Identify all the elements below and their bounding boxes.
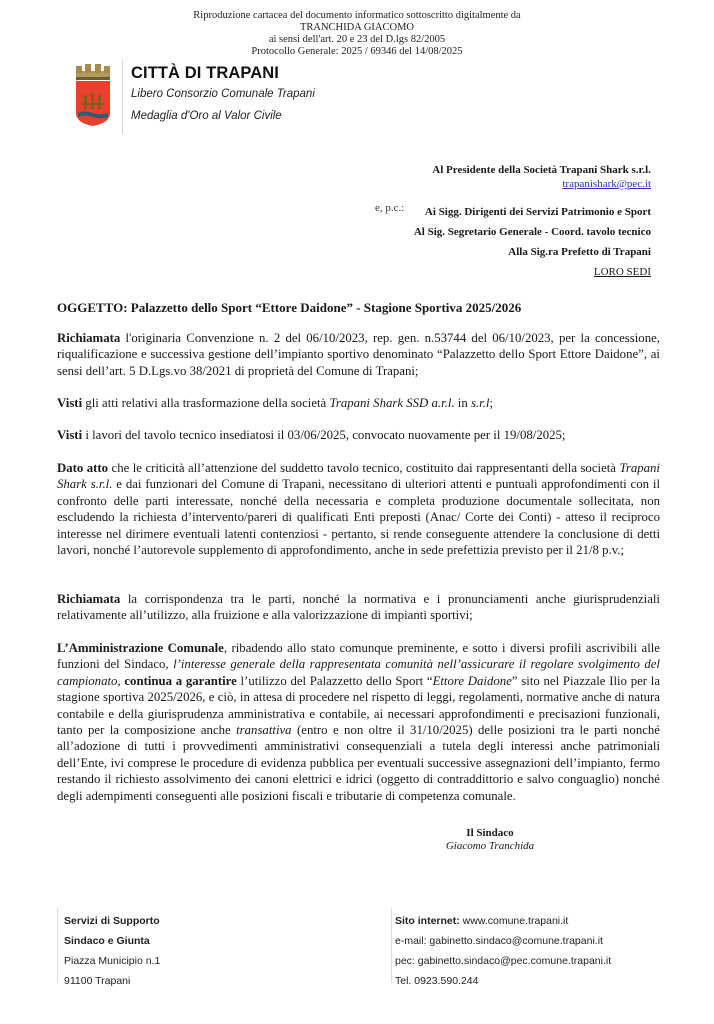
footer-office	[64, 911, 160, 991]
signature-block	[430, 827, 550, 853]
paragraph-text: l'originaria Convenzione n. 2 del 06/10/2023, rep. gen. n.53744 del 06/10/2023, per la concessione, riqualificazione e successiva gestione dell’impianto sportivo denominato “Palazzetto dello Sport Ettore Daidone”, ai sensi dell’art. 5 D.Lgs.vo 38/2021 di proprietà del Comune di Trapani;	[57, 331, 660, 378]
footer-pec[interactable]: pec: gabinetto.sindaco@pec.comune.trapani.it	[395, 955, 612, 967]
letterhead-medal: Medaglia d'Oro al Valor Civile	[131, 110, 282, 122]
cc-recipient: Alla Sig.ra Prefetto di Trapani	[508, 246, 651, 258]
header-divider	[122, 60, 123, 134]
paragraph-lead: Richiamata	[57, 592, 121, 606]
footer-divider-left	[57, 908, 58, 983]
paragraph-visti-atti	[57, 395, 660, 411]
paragraph-text: i lavori del tavolo tecnico insediatosi il 03/06/2025, convocato nuovamente per il 19/08/2025;	[82, 428, 566, 442]
venue-name-italic: Ettore Daidone	[432, 673, 512, 688]
paragraph-text: ” sito nel Piazzale Ilio per la stagione sportiva 2025/2026, e ciò, in attesa di procedere nel rispetto di leggi, regolamenti, normative anche di natura contabile e della giurisprudenza amministrativa e contabile, ai necessari approfondimenti e precisazioni funzionali, tanto per la composizione anche	[57, 673, 660, 738]
paragraph-lead: Dato atto	[57, 461, 109, 475]
footer-divider-right	[391, 908, 392, 983]
footer-city: 91100 Trapani	[64, 975, 131, 987]
digital-signature-stamp	[0, 10, 714, 58]
signature-name: Giacomo Tranchida	[445, 840, 535, 852]
paragraph-italic: transattiva	[236, 723, 292, 738]
stamp-law-reference: ai sensi dell'art. 20 e 23 del D.lgs 82/2005	[268, 34, 446, 45]
paragraph-lead: Visti	[57, 428, 83, 442]
footer-email[interactable]: e-mail: gabinetto.sindaco@comune.trapani.it	[395, 935, 603, 947]
footer-office-name: Sindaco e Giunta	[64, 935, 150, 947]
paragraph-text: che le criticità all’attenzione del suddetto tavolo tecnico, costituito dai rappresentanti della società	[108, 461, 620, 475]
footer-site-label: Sito internet:	[395, 915, 460, 927]
paragraph-text: in	[454, 396, 471, 410]
footer-department: Servizi di Supporto	[64, 915, 160, 927]
cc-label: e, p.c.:	[375, 202, 405, 214]
paragraph-text: ;	[489, 396, 494, 410]
city-name: CITTÀ DI TRAPANI	[131, 64, 279, 82]
subject-line: OGGETTO: Palazzetto dello Sport “Ettore Daidone” - Stagione Sportiva 2025/2026	[57, 300, 522, 315]
paragraph-lead: L’Amministrazione Comunale	[57, 641, 224, 655]
paragraph-lead: Richiamata	[57, 331, 121, 345]
footer-address: Piazza Municipio n.1	[64, 955, 161, 967]
letterhead-subtitle: Libero Consorzio Comunale Trapani	[131, 88, 315, 100]
paragraph-text: l’utilizzo del Palazzetto dello Sport “	[236, 673, 433, 688]
paragraph-lead: Visti	[57, 396, 83, 410]
loro-sedi: LORO SEDI	[593, 266, 651, 278]
paragraph-bold: continua a garantire	[124, 673, 237, 688]
paragraph-text: , ribadendo allo stato comunque preminente, e sotto i diversi profili ascrivibili alle funzioni del Sindaco,	[57, 641, 660, 672]
company-name-italic: Trapani Shark SSD a.r.l.	[329, 396, 455, 410]
footer-phone: Tel. 0923.590.244	[395, 975, 479, 987]
company-type-italic: s.r.l	[470, 396, 490, 410]
paragraph-text: gli atti relativi alla trasformazione della società	[82, 396, 330, 410]
paragraph-text: (entro e non oltre il 31/10/2025) delle posizioni tra le parti nonché all’adozione di tutti i provvedimenti amministrativi consequenziali a tutela degli interessi anche patrimoniali dell’Ente, ivi comprese le procedure di evidenza pubblica per eventuali successive assegnazioni dell’impianto, fermo restando il richiesto assolvimento dei canoni elettrici e idrici (oggetto di contraddittorio e salvo conguaglio) nonché degli adempimenti conseguenti alle posizioni fiscali e tributarie di competenza comunale.	[57, 723, 660, 803]
letterhead	[131, 63, 315, 123]
paragraph-richiamata-convenzione	[57, 330, 660, 379]
paragraph-visti-lavori	[57, 427, 660, 443]
recipient-email-link[interactable]: trapanishark@pec.it	[562, 178, 651, 190]
paragraph-text: ,	[117, 673, 125, 688]
paragraph-text: e dai funzionari del Comune di Trapani, necessitano di ulteriori attenti e puntuali approfondimenti con il confronto delle parti interessate, nonché della necessaria e completa produzione documentale sollecitata, non escludendo la richiesta d’intervento/pareri di qualificati Enti preposti (Anac/ Corte dei Conti) - atteso il reciproco interesse nel dirimere eventuali latenti contenziosi - pertanto, si rende conseguente attendere la conclusione di detti lavori, nonché l’autorevole supplemento di approfondimento, anche in sede prefettizia previsto per il 21/8 p.v.;	[57, 477, 660, 558]
signature-role: Il Sindaco	[466, 827, 514, 839]
recipient-main: Al Presidente della Società Trapani Shark s.r.l.	[432, 164, 651, 176]
paragraph-richiamata-corrispondenza	[57, 591, 660, 624]
coat-of-arms-icon	[73, 63, 113, 127]
stamp-signer: TRANCHIDA GIACOMO	[299, 22, 415, 33]
paragraph-text: la corrispondenza tra le parti, nonché la normativa e i pronunciamenti anche giurisprudenziali relativamente all’utilizzo, alla fruizione e alla valorizzazione di impianti sportivi;	[57, 592, 660, 623]
stamp-protocol: Protocollo Generale: 2025 / 69346 del 14/08/2025	[251, 46, 463, 57]
company-name-italic: Trapani Shark s.r.l.	[57, 461, 660, 492]
recipient-block	[432, 163, 651, 191]
footer-contacts	[395, 911, 611, 991]
footer-site-link[interactable]: www.comune.trapani.it	[459, 915, 569, 927]
stamp-line-1: Riproduzione cartacea del documento informatico sottoscritto digitalmente da	[193, 10, 521, 21]
cc-recipient: Al Sig. Segretario Generale - Coord. tavolo tecnico	[413, 226, 651, 238]
cc-recipients	[414, 202, 651, 282]
paragraph-italic: l’interesse generale della rappresentata comunità nell’assicurare il regolare svolgimento del campionato	[57, 657, 660, 688]
paragraph-amministrazione	[57, 640, 660, 804]
cc-recipient: Ai Sigg. Dirigenti dei Servizi Patrimonio e Sport	[424, 206, 651, 218]
paragraph-dato-atto	[57, 460, 660, 558]
